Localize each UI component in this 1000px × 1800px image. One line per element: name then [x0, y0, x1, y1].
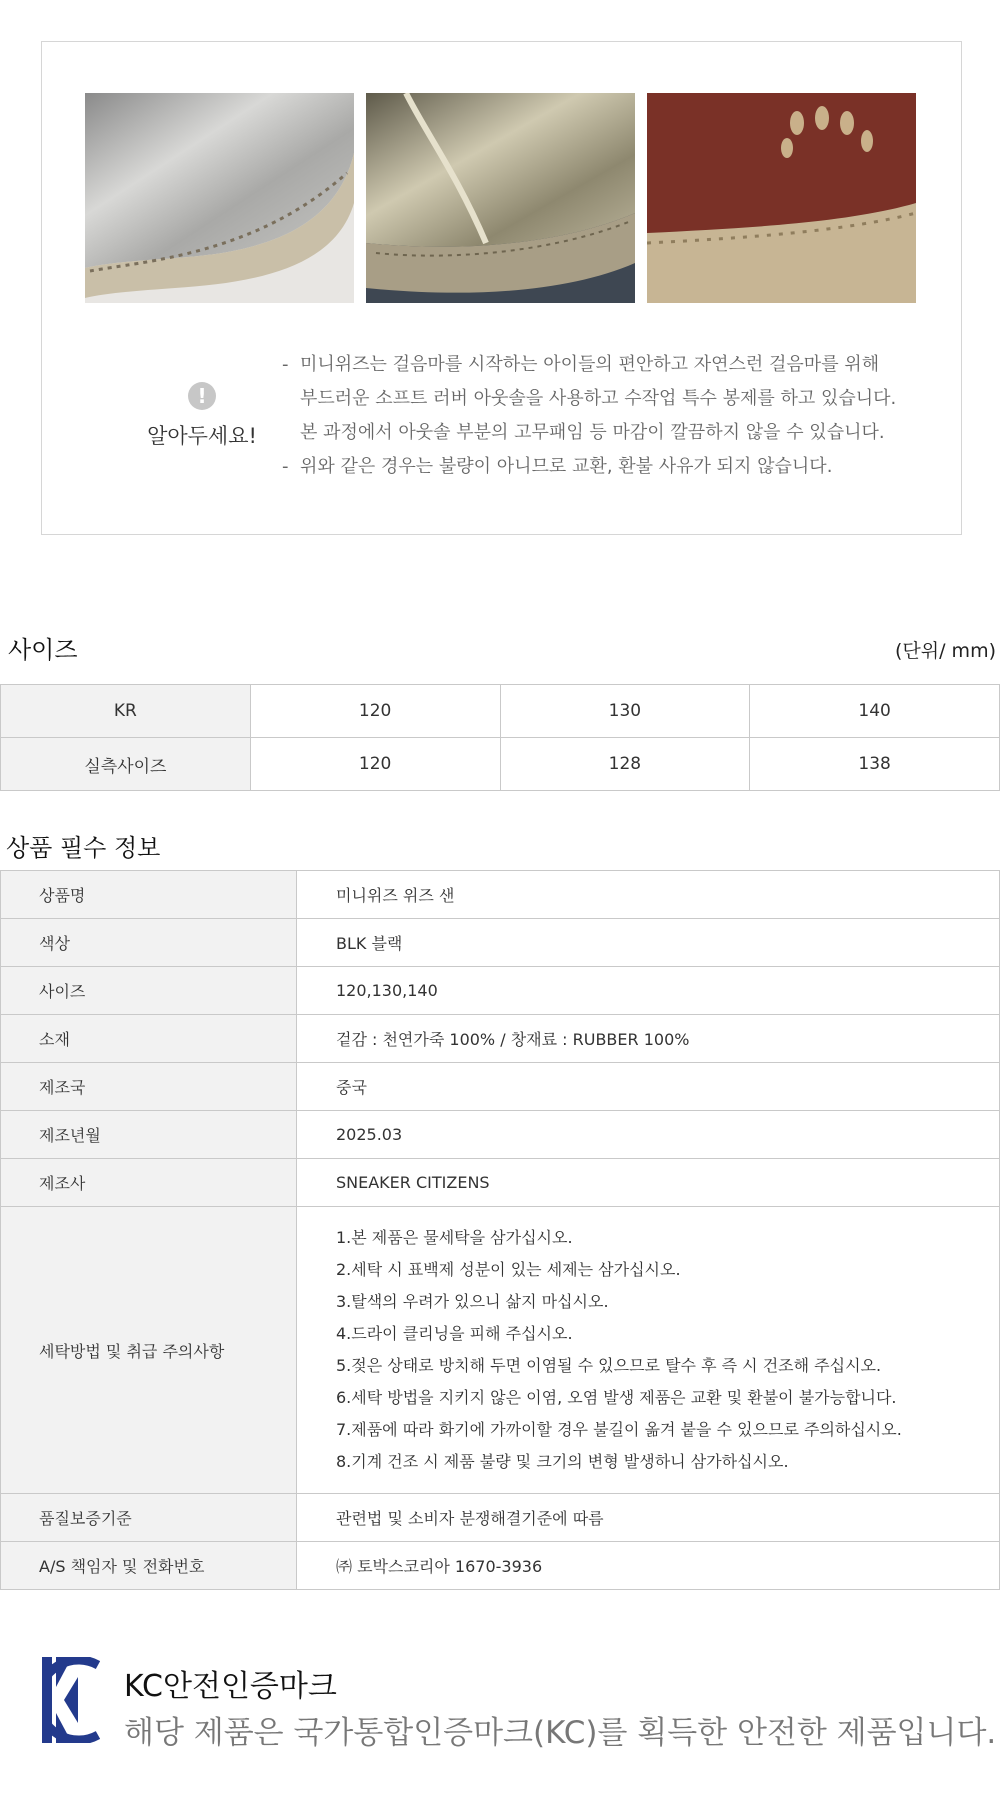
table-row	[1, 1542, 1000, 1590]
info-value: 120,130,140	[297, 967, 1000, 1015]
list-item: 5.젖은 상태로 방치해 두면 이염될 수 있으므로 탈수 후 즉 시 건조해 주십시오.	[336, 1356, 882, 1375]
size-table	[0, 684, 1000, 791]
kc-certification-logo	[42, 1657, 100, 1743]
list-item: 1.본 제품은 물세탁을 삼가십시오.	[336, 1228, 573, 1247]
notice-item: - 미니위즈는 걸음마를 시작하는 아이들의 편안하고 자연스런 걸음마를 위해 부드러운 소프트 러버 아웃솔을 사용하고 수작업 특수 봉제를 하고 있습니다. 본 과정에서 아웃솔 부분의 고무패임 등 마감이 깔끔하지 않을 수 있습니다.	[282, 348, 942, 450]
info-value: ㈜ 토박스코리아 1670-3936	[297, 1542, 1000, 1590]
notice-box	[41, 41, 962, 535]
kc-description: 해당 제품은 국가통합인증마크(KC)를 획득한 안전한 제품입니다.	[124, 1715, 997, 1751]
size-header	[8, 630, 996, 665]
info-value: 겉감 : 천연가죽 100% / 창재료 : RUBBER 100%	[297, 1015, 1000, 1063]
info-key: 색상	[1, 919, 297, 967]
size-cell: 128	[500, 738, 750, 791]
list-item: 2.세탁 시 표백제 성분이 있는 세제는 삼가십시오.	[336, 1260, 681, 1279]
size-row-label: KR	[1, 685, 251, 738]
list-item: 8.기계 건조 시 제품 불량 및 크기의 변형 발생하니 삼가하십시오.	[336, 1452, 789, 1471]
notice-label	[112, 382, 292, 450]
table-row	[1, 1207, 1000, 1494]
info-key: 품질보증기준	[1, 1494, 297, 1542]
info-value: 2025.03	[297, 1111, 1000, 1159]
table-row	[1, 1159, 1000, 1207]
info-key: 상품명	[1, 871, 297, 919]
size-cell: 140	[750, 685, 1000, 738]
info-value: BLK 블랙	[297, 919, 1000, 967]
info-key: A/S 책임자 및 전화번호	[1, 1542, 297, 1590]
table-row	[1, 871, 1000, 919]
care-instructions	[297, 1207, 1000, 1494]
notice-item: - 위와 같은 경우는 불량이 아니므로 교환, 환불 사유가 되지 않습니다.	[282, 450, 942, 484]
info-key: 제조사	[1, 1159, 297, 1207]
info-value: 미니위즈 위즈 샌	[297, 871, 1000, 919]
photo-brown-shoe	[647, 93, 916, 303]
kc-title: KC안전인증마크	[124, 1669, 337, 1704]
photo-silver-toe	[85, 93, 354, 303]
table-row	[1, 919, 1000, 967]
info-key: 제조년월	[1, 1111, 297, 1159]
list-item: 7.제품에 따라 화기에 가까이할 경우 불길이 옮겨 붙을 수 있으므로 주의하십시오.	[336, 1420, 902, 1439]
size-row-label: 실측사이즈	[1, 738, 251, 791]
table-row	[1, 967, 1000, 1015]
table-row	[1, 1494, 1000, 1542]
notice-title: 알아두세요!	[147, 424, 257, 448]
list-item: 4.드라이 클리닝을 피해 주십시오.	[336, 1324, 573, 1343]
table-row	[1, 1063, 1000, 1111]
care-list	[336, 1208, 998, 1492]
list-item: 3.탈색의 우려가 있으니 삶지 마십시오.	[336, 1292, 609, 1311]
info-key: 소재	[1, 1015, 297, 1063]
info-value: 중국	[297, 1063, 1000, 1111]
size-title: 사이즈	[8, 636, 78, 664]
table-row	[1, 685, 1000, 738]
exclamation-icon: !	[188, 382, 216, 410]
info-title: 상품 필수 정보	[6, 834, 161, 862]
kc-section	[42, 1655, 997, 1751]
info-key: 사이즈	[1, 967, 297, 1015]
table-row	[1, 1111, 1000, 1159]
info-value: SNEAKER CITIZENS	[297, 1159, 1000, 1207]
list-item: 6.세탁 방법을 지키지 않은 이염, 오염 발생 제품은 교환 및 환불이 불가능합니다.	[336, 1388, 897, 1407]
info-key: 세탁방법 및 취급 주의사항	[1, 1207, 297, 1494]
size-cell: 120	[250, 685, 500, 738]
info-key: 제조국	[1, 1063, 297, 1111]
notice-list	[282, 348, 942, 484]
photo-gold-shoe	[366, 93, 635, 303]
product-photos	[85, 93, 916, 303]
size-cell: 138	[750, 738, 1000, 791]
size-cell: 130	[500, 685, 750, 738]
table-row	[1, 1015, 1000, 1063]
info-value: 관련법 및 소비자 분쟁해결기준에 따름	[297, 1494, 1000, 1542]
size-unit: (단위/ mm)	[895, 640, 996, 662]
table-row	[1, 738, 1000, 791]
size-cell: 120	[250, 738, 500, 791]
info-table	[0, 870, 1000, 1590]
